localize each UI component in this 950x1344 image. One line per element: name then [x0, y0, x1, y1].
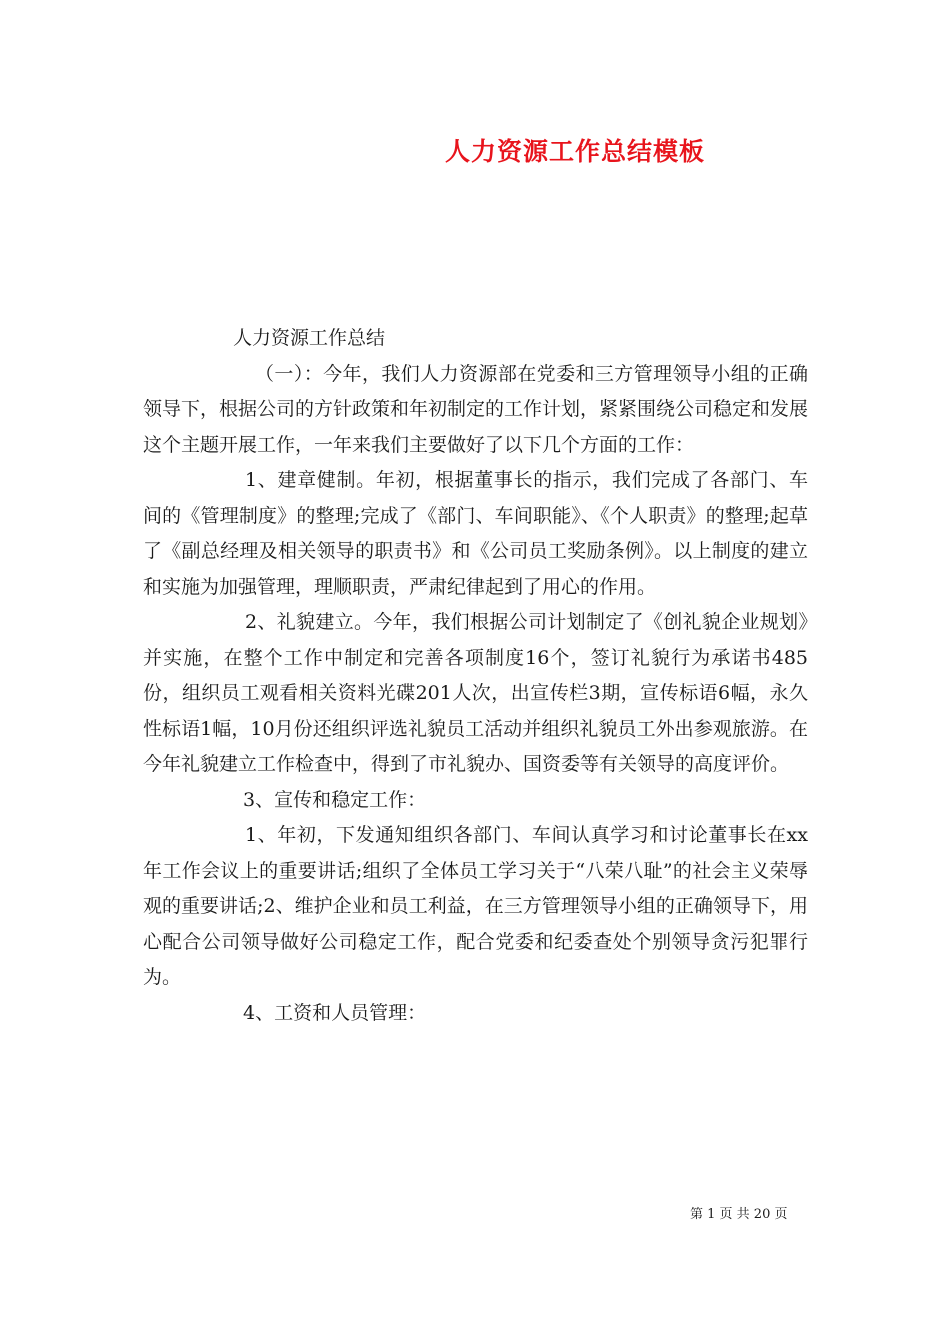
paragraph-intro: （一）：今年，我们人力资源部在党委和三方管理领导小组的正确领导下，根据公司的方针政策和年初制定的工作计划，紧紧围绕公司稳定和发展这个主题开展工作，一年来我们主要做好了以下几个方面的工作： — [143, 362, 809, 456]
paragraph-item-3-heading: 3、宣传和稳定工作： — [243, 788, 427, 811]
page-number: 第 1 页 共 20 页 — [690, 1207, 788, 1222]
paragraph-item-2: 2、礼貌建立。今年，我们根据公司计划制定了《创礼貌企业规划》并实施，在整个工作中制定和完善各项制度16个，签订礼貌行为承诺书485份，组织员工观看相关资料光碟201人次，出宣传栏3期，宣传标语6幅，永久性标语1幅，10月份还组织评选礼貌员工活动并组织礼貌员工外出参观旅游。在今年礼貌建立工作检查中，得到了市礼貌办、国资委等有关领导的高度评价。 — [143, 611, 808, 775]
paragraph-item-1: 1、建章健制。年初，根据董事长的指示，我们完成了各部门、车间的《管理制度》的整理;完成了《部门、车间职能》、《个人职责》的整理;起草了《副总经理及相关领导的职责书》和《公司员工奖励条例》。以上制度的建立和实施为加强管理，理顺职责，严肃纪律起到了用心的作用。 — [143, 469, 808, 598]
document-title: 人力资源工作总结模板 — [444, 137, 705, 166]
paragraph-item-3-body: 1、年初，下发通知组织各部门、车间认真学习和讨论董事长在xx年工作会议上的重要讲话;组织了全体员工学习关于“八荣八耻”的社会主义荣辱观的重要讲话;2、维护企业和员工利益，在三方管理领导小组的正确领导下，用心配合公司领导做好公司稳定工作，配合党委和纪委查处个别领导贪污犯罪行为。 — [143, 824, 808, 988]
document-body — [143, 321, 808, 1031]
section-heading: 人力资源工作总结 — [233, 327, 386, 349]
paragraph-item-4-heading: 4、工资和人员管理： — [243, 1001, 427, 1024]
